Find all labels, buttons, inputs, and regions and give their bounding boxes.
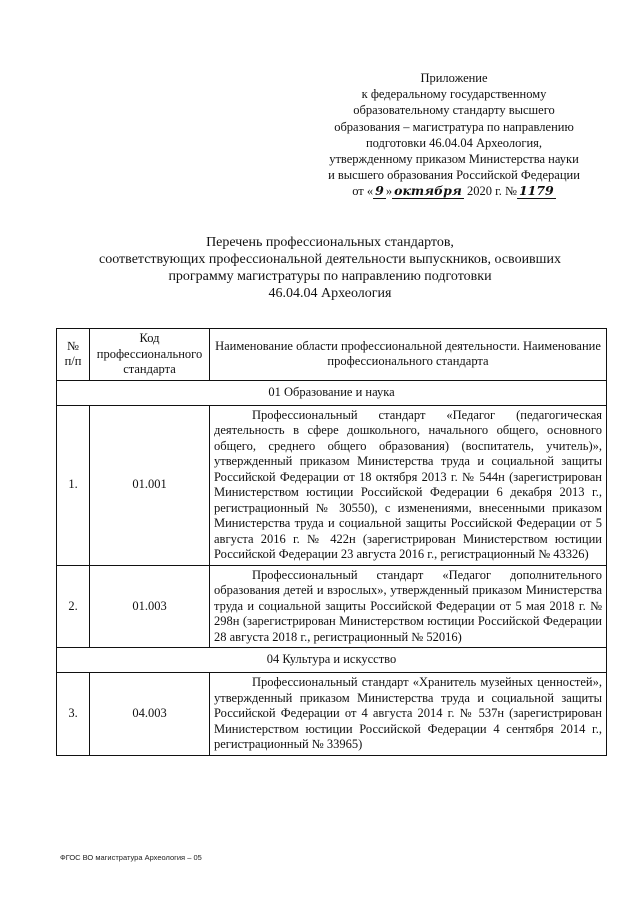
annex-line: образования – магистратура по направлению [334, 119, 574, 134]
table-row [57, 405, 607, 565]
title-line: Перечень профессиональных стандартов, [206, 235, 454, 250]
title-line: соответствующих профессиональной деятельности выпускников, освоивших [99, 252, 561, 267]
header-num: № п/п [57, 329, 90, 381]
annex-line: образовательному стандарту высшего [353, 103, 555, 118]
annex-block [300, 70, 608, 200]
date-year: 2020 г. № [466, 184, 517, 199]
section-title: 04 Культура и искусство [57, 648, 607, 673]
order-date-line [300, 183, 608, 199]
date-day-handwritten: 9 [375, 183, 384, 199]
row-num: 2. [57, 565, 90, 648]
document-title [60, 234, 600, 302]
date-mid: » [385, 184, 393, 199]
title-line: 46.04.04 Археология [268, 286, 392, 301]
annex-line: подготовки 46.04.04 Археология, [365, 135, 543, 150]
title-line: программу магистратуры по направлению подготовки [168, 269, 492, 284]
row-description: Профессиональный стандарт «Педагог дополнительного образования детей и взрослых», утвержденный приказом Министерства труда и социальной защиты Российской Федерации от 5 мая 2018 г. № 298н (зарегистрирован Министерством юстиции Российской Федерации 28 августа 2018 г., регистрационный № 52016) [210, 565, 607, 648]
date-month-handwritten: октября [394, 183, 462, 199]
row-description: Профессиональный стандарт «Педагог (педагогическая деятельность в сфере дошкольного, начального общего, основного общего, среднего общего образования) (воспитатель, учитель)», утвержденный приказом Министерства труда и социальной защиты Российской Федерации от 18 октября 2013 г. № 544н (зарегистрирован Министерством юстиции Российской Федерации 6 декабря 2013 г., регистрационный № 30550), с изменениями, внесенными приказом Министерства труда и социальной защиты Российской Федерации от 5 августа 2016 г. № 422н (зарегистрирован Министерством юстиции Российской Федерации 23 августа 2016 г., регистрационный № 43326) [210, 405, 607, 565]
page-footer: ФГОС ВО магистратура Археология – 05 [60, 853, 202, 862]
row-num: 1. [57, 405, 90, 565]
table-header-row [57, 329, 607, 381]
section-row [57, 648, 607, 673]
row-description: Профессиональный стандарт «Хранитель музейных ценностей», утвержденный приказом Министерства труда и социальной защиты Российской Федерации от 4 августа 2014 г. № 537н (зарегистрирован Министерством юстиции Российской Федерации 4 сентября 2014 г., регистрационный № 33965) [210, 673, 607, 756]
row-code: 01.003 [90, 565, 210, 648]
annex-line: к федеральному государственному [361, 87, 547, 102]
row-code: 01.001 [90, 405, 210, 565]
header-code: Код профессионального стандарта [90, 329, 210, 381]
date-prefix: от « [352, 184, 374, 199]
annex-line: утвержденному приказом Министерства науки [329, 152, 579, 167]
header-name: Наименование области профессиональной деятельности. Наименование профессионального стандарта [210, 329, 607, 381]
section-title: 01 Образование и наука [57, 380, 607, 405]
order-number-handwritten: 1179 [518, 183, 554, 199]
table-row [57, 673, 607, 756]
section-row [57, 380, 607, 405]
annex-line: и высшего образования Российской Федерации [328, 168, 580, 183]
annex-heading: Приложение [420, 71, 488, 85]
row-code: 04.003 [90, 673, 210, 756]
table-row [57, 565, 607, 648]
row-num: 3. [57, 673, 90, 756]
standards-table [56, 328, 607, 756]
